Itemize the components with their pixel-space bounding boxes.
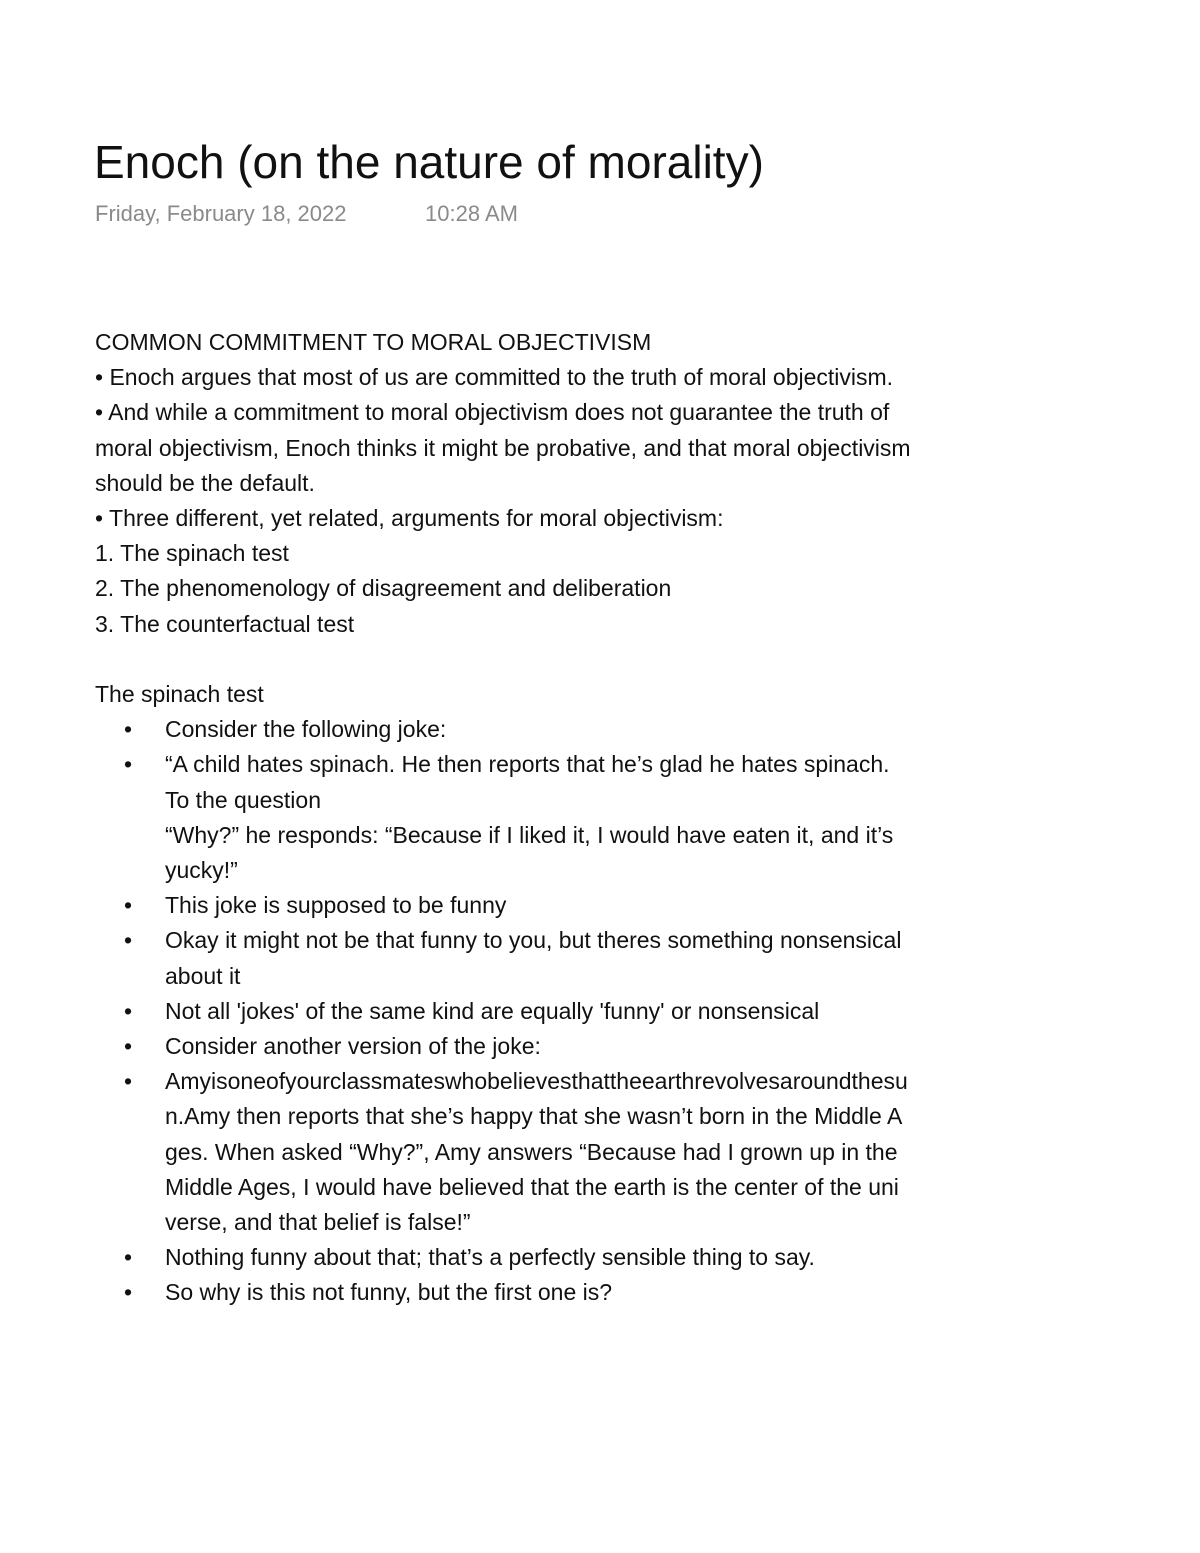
list-item <box>123 747 910 888</box>
bullet-icon: • <box>123 1068 133 1095</box>
list-item-text: Consider the following joke: <box>165 716 447 743</box>
bullet-icon: • <box>123 1244 133 1271</box>
bullet-icon: • <box>123 997 133 1024</box>
bullet-icon: • <box>123 716 133 743</box>
section-heading-commitment: COMMON COMMITMENT TO MORAL OBJECTIVISM <box>95 329 652 355</box>
list-item-text: Nothing funny about that; that’s a perfectly sensible thing to say. <box>165 1244 815 1271</box>
list-item <box>123 1240 910 1275</box>
list-item-text: So why is this not funny, but the first one is? <box>165 1279 613 1306</box>
list-item <box>123 712 910 747</box>
bullet-icon: • <box>123 892 133 919</box>
list-item <box>123 1064 910 1240</box>
list-item <box>123 1029 910 1064</box>
numbered-item: 3. The counterfactual test <box>95 610 355 637</box>
bullet-icon: • <box>123 1033 133 1060</box>
list-item-continuation: “Why?” he responds: “Because if I liked it, I would have eaten it, and it’s yucky!” <box>165 821 894 884</box>
numbered-item: 1. The spinach test <box>95 540 289 567</box>
note-date: Friday, February 18, 2022 <box>95 201 347 226</box>
bullet-icon: • <box>123 1279 133 1306</box>
list-item-text: “A child hates spinach. He then reports that he’s glad he hates spinach. To the question <box>165 751 890 813</box>
list-item-text: Okay it might not be that funny to you, but theres something nonsensical about it <box>165 927 902 989</box>
bullet-icon: • <box>123 927 133 954</box>
list-item <box>123 888 910 923</box>
list-item-text: This joke is supposed to be funny <box>165 892 507 919</box>
section-heading-spinach-test: The spinach test <box>95 681 264 708</box>
note-body <box>95 325 915 1311</box>
intro-paragraph: • And while a commitment to moral objectivism does not guarantee the truth of moral objectivism, Enoch thinks it might be probative, and that moral objectivism should be the default. <box>95 399 911 496</box>
intro-paragraph: • Enoch argues that most of us are committed to the truth of moral objectivism. <box>95 364 894 391</box>
list-item <box>123 923 910 993</box>
note-time: 10:28 AM <box>425 201 518 226</box>
blank-line <box>95 642 915 677</box>
intro-paragraph: • Three different, yet related, arguments for moral objectivism: <box>95 505 724 532</box>
list-item-text: Amyisoneofyourclassmateswhobelievesthattheearthrevolvesaroundthesun.Amy then reports that she’s happy that she wasn’t born in the Middle Ages. When asked “Why?”, Amy answers “Because had I grown up in the Middle Ages, I would have believed that the earth is the center of the universe, and that belief is false!” <box>165 1068 908 1236</box>
list-item <box>123 994 910 1029</box>
numbered-item: 2. The phenomenology of disagreement and deliberation <box>95 575 672 602</box>
bullet-list <box>95 712 910 1310</box>
list-item-text: Consider another version of the joke: <box>165 1033 541 1060</box>
note-metadata <box>95 200 518 228</box>
list-item <box>123 1275 910 1310</box>
page-title: Enoch (on the nature of morality) <box>94 136 764 188</box>
list-item-text: Not all 'jokes' of the same kind are equally 'funny' or nonsensical <box>165 997 820 1024</box>
bullet-icon: • <box>123 751 133 778</box>
